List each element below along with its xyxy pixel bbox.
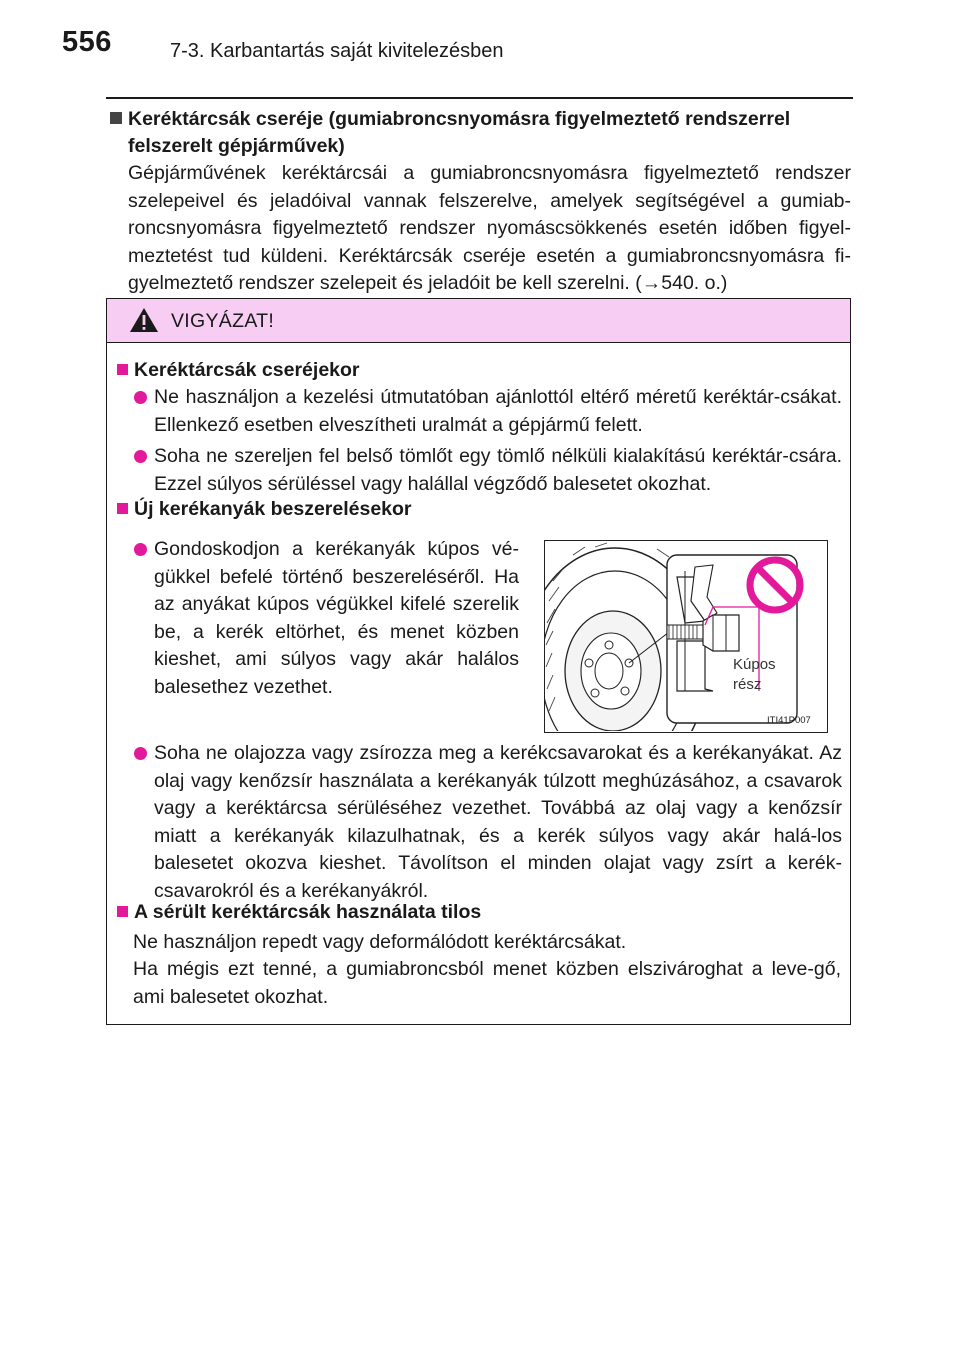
page-number: 556	[62, 26, 112, 58]
bullet-dot-icon	[134, 391, 147, 404]
warning-subheading: A sérült keréktárcsák használata tilos	[117, 901, 481, 924]
section-body: Gépjárművének keréktárcsái a gumiabroncsnyomásra figyelmeztető rendszer szelepeivel és jeladóival vannak felszerelve, amelyek segítségével a gumiab-roncsnyomásra figyelmeztető rendszer nyomáscsökkenés esetén időben figyel-meztetést tud küldeni. Keréktárcsák cseréje esetén a gumiabroncsnyomásra fi-gyelmeztető rendszer szelepeit és jeladóit be kell szerelni. (→540. o.)	[128, 162, 851, 294]
square-bullet-icon	[117, 364, 128, 375]
section-heading	[110, 106, 855, 160]
bullet-dot-icon	[134, 450, 147, 463]
section-title: 7-3. Karbantartás saját kivitelezésben	[170, 40, 504, 62]
bullet-dot-icon	[134, 543, 147, 556]
square-bullet-icon	[117, 503, 128, 514]
wheel-nut-illustration	[544, 540, 828, 733]
square-bullet-icon	[110, 112, 122, 124]
bullet-dot-icon	[134, 747, 147, 760]
warning-triangle-icon	[129, 307, 159, 333]
plain-line: Ne használjon repedt vagy deformálódott keréktárcsákat.	[133, 931, 627, 953]
warning-header	[107, 299, 850, 343]
warning-subheading: Új kerékanyák beszerelésekor	[117, 498, 412, 521]
wheel-illustration-graphic	[545, 541, 826, 731]
illustration-code: ITI41P007	[767, 715, 811, 726]
bullet-item: Gondoskodjon a kerékanyák kúpos vé-gükkel befelé történő beszereléséről. Ha az anyákat kúpos végükkel kifelé szerelik be, a kerék eltörhet, és menet közben kieshet, ami súlyos vagy akár halálos balesethez vezethet.	[154, 536, 519, 701]
bullet-item: Soha ne olajozza vagy zsírozza meg a kerékcsavarokat és a kerékanyákat. Az olaj vagy kenőzsír használata a kerékanyák túlzott meghúzásához, a csavarok vagy a keréktárcsa sérüléséhez vezethet. Továbbá az olaj vagy a kenőzsír miatt a kerékanyák kilazulhatnak, és a kerék súlyos vagy akár halá-los balesetet okozva kieshet. Távolítson el minden olajat vagy zsírt a kerék-csavarokról és a kerékanyákról.	[154, 740, 842, 905]
header-rule	[106, 97, 853, 99]
bullet-item: Soha ne szereljen fel belső tömlőt egy tömlő nélküli kialakítású keréktár-csára. Ezzel súlyos sérüléssel vagy halállal végződő balesetet okozhat.	[154, 443, 842, 498]
warning-subheading: Keréktárcsák cseréjekor	[117, 359, 360, 382]
section-heading-line1: Keréktárcsák cseréje (gumiabroncsnyomásra figyelmeztető rendszerrel	[128, 108, 791, 130]
warning-title: VIGYÁZAT!	[171, 310, 275, 332]
bullet-item: Ne használjon a kezelési útmutatóban ajánlottól eltérő méretű keréktár-csákat. Ellenkező esetben elveszítheti uralmát a gépjármű felett.	[154, 384, 842, 439]
plain-line: Ha mégis ezt tenné, a gumiabroncsból menet közben elszivároghat a leve-gő, ami balesetet okozhat.	[133, 958, 841, 1008]
square-bullet-icon	[117, 906, 128, 917]
section-heading-line2: felszerelt gépjárművek)	[128, 135, 345, 157]
warning-box	[106, 298, 851, 1025]
illustration-label: Kúpos rész	[733, 656, 776, 693]
